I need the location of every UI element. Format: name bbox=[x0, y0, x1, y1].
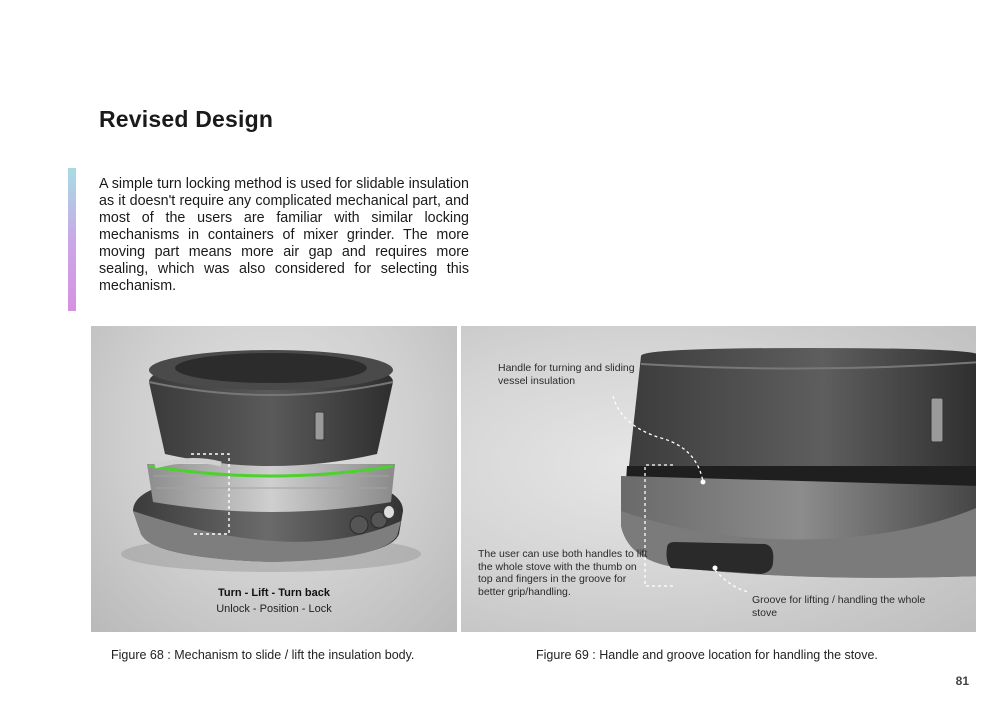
figure-69-caption: Figure 69 : Handle and groove location for handling the stove. bbox=[536, 648, 878, 662]
page-number: 81 bbox=[955, 674, 969, 688]
annotation-groove: Groove for lifting / handling the whole stove bbox=[752, 594, 926, 619]
page-title: Revised Design bbox=[99, 106, 274, 132]
body-paragraph: A simple turn locking method is used for slidable insulation as it doesn't require any complicated mechanical part, and most of the users are familiar with similar locking mechanisms in containers of mixer grinder. The more moving part means more air gap and requires more sealing, which was also considered for selecting this mechanism. bbox=[99, 176, 469, 294]
annotation-user-grip: The user can use both handles to lift the whole stove with the thumb on top and fingers in the groove for better grip/handling. bbox=[478, 548, 648, 598]
figure-68-steps-label: Turn - Lift - Turn back bbox=[217, 587, 331, 599]
accent-bar bbox=[68, 168, 76, 311]
figure-68-states-label: Unlock - Position - Lock bbox=[216, 603, 332, 615]
figure-68-caption: Figure 68 : Mechanism to slide / lift the insulation body. bbox=[111, 648, 415, 662]
annotation-handle: Handle for turning and sliding vessel insulation bbox=[498, 362, 635, 387]
